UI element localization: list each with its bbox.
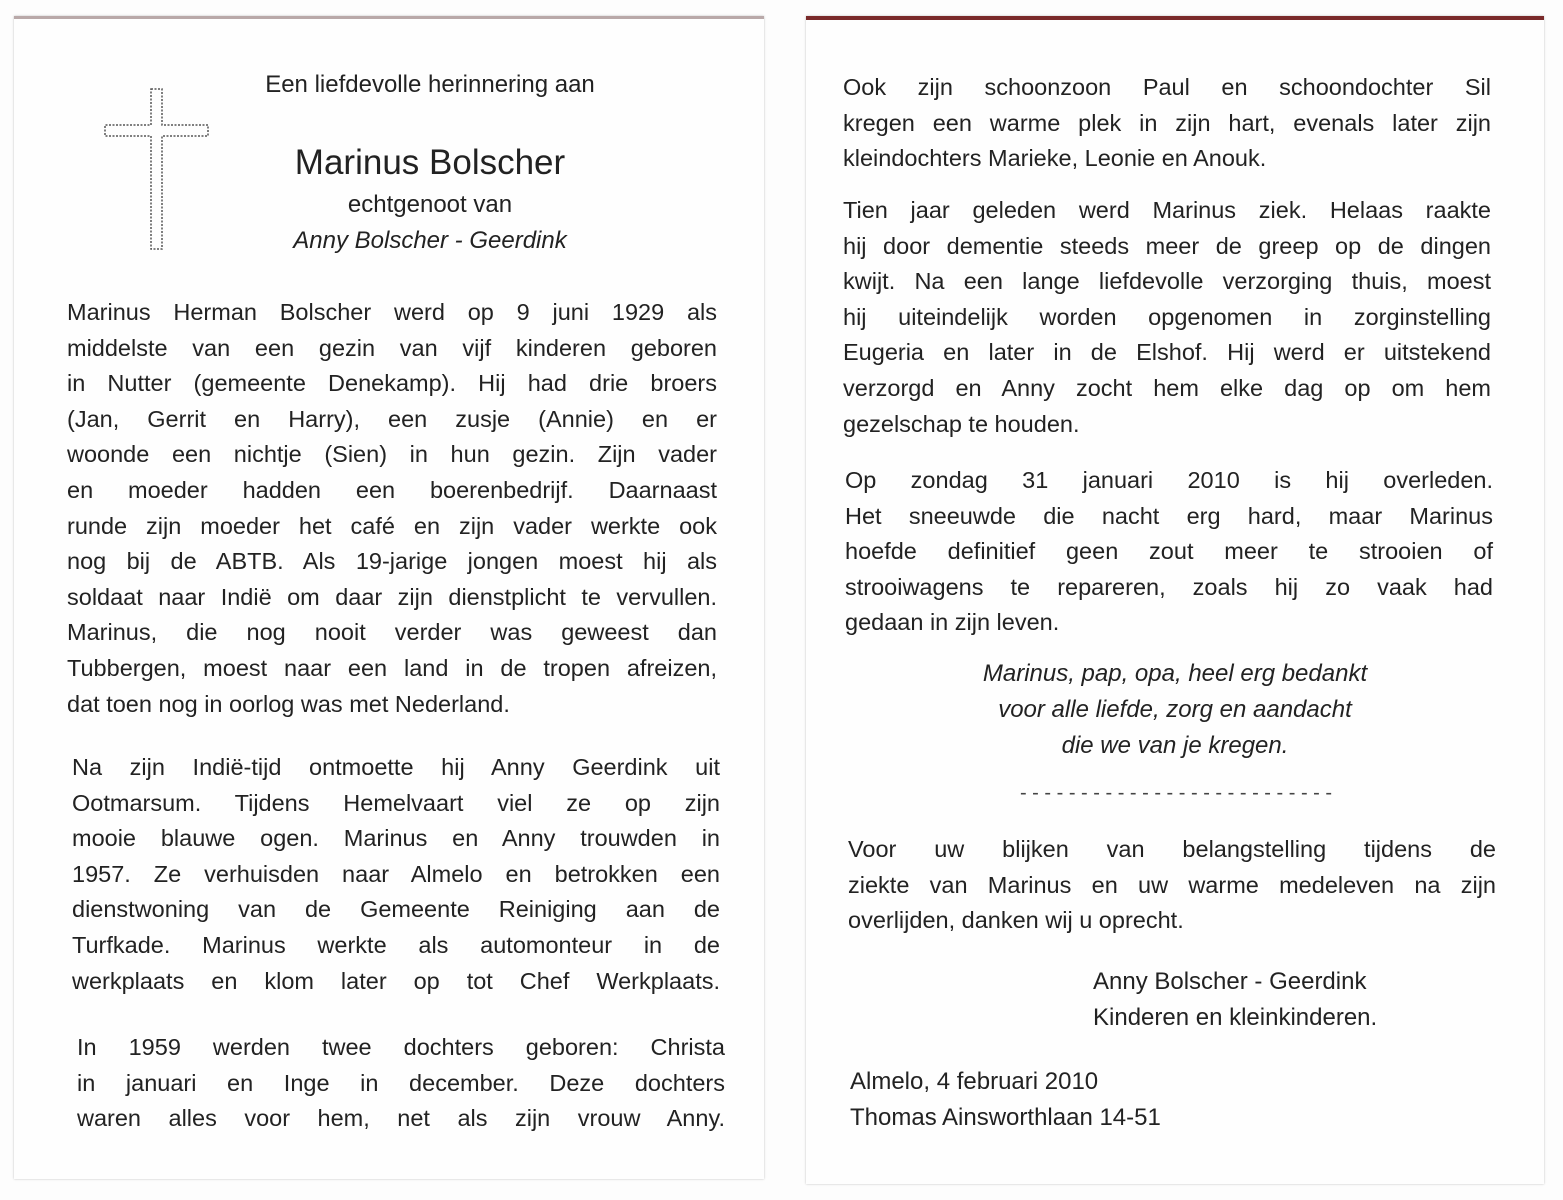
illness-paragraph <box>843 193 1491 442</box>
text-line: hij door dementie steeds meer de greep op de dingen <box>843 232 1491 259</box>
text-line: in Nutter (gemeente Denekamp). Hij had drie broers <box>67 370 717 397</box>
text-line: hij uiteindelijk worden opgenomen in zorginstelling <box>843 303 1491 330</box>
text-line: Het sneeuwde die nacht erg hard, maar Marinus <box>845 502 1493 529</box>
biography-paragraph-3 <box>77 1030 725 1137</box>
family-paragraph <box>843 70 1491 177</box>
passing-paragraph <box>845 463 1493 641</box>
text-line: mooie blauwe ogen. Marinus en Anny trouwden in <box>72 825 720 852</box>
text-line: kwijt. Na een lange liefdevolle verzorging thuis, moest <box>843 268 1491 295</box>
signature-line: Kinderen en kleinkinderen. <box>1093 1003 1378 1031</box>
deceased-name: Marinus Bolscher <box>294 143 566 182</box>
text-line: dienstwoning van de Gemeente Reiniging aan de <box>72 896 720 923</box>
relation-text: echtgenoot van <box>347 191 513 218</box>
biography-paragraph-1 <box>67 295 717 722</box>
text-line: runde zijn moeder het café en zijn vader werkte ook <box>67 512 717 539</box>
text-line: gezelschap te houden. <box>843 410 1080 437</box>
poem-line: Marinus, pap, opa, heel erg bedankt <box>982 660 1368 687</box>
text-line: middelste van een gezin van vijf kinderen geboren <box>67 334 717 361</box>
text-line: werkplaats en klom later op tot Chef Werkplaats. <box>72 967 720 994</box>
text-line: Ootmarsum. Tijdens Hemelvaart viel ze op zijn <box>72 789 720 816</box>
text-line: 1957. Ze verhuisden naar Almelo en betrokken een <box>72 860 720 887</box>
intro-text: Een liefdevolle herinnering aan <box>265 71 595 98</box>
acknowledgement-paragraph <box>848 832 1496 939</box>
text-line: kregen een warme plek in zijn hart, evenals later zijn <box>843 109 1491 136</box>
poem-line: voor alle liefde, zorg en aandacht <box>998 696 1352 723</box>
text-line: hoefde definitief geen zout meer te strooien of <box>845 538 1493 565</box>
text-line: Tien jaar geleden werd Marinus ziek. Helaas raakte <box>843 197 1491 223</box>
thanks-poem <box>806 656 1544 764</box>
text-line: Voor uw blijken van belangstelling tijdens de <box>848 836 1496 862</box>
memorial-card-right <box>806 16 1544 1184</box>
text-line: dat toen nog in oorlog was met Nederland. <box>67 690 510 717</box>
separator-line: - - - - - - - - - - - - - - - - - - - - - - - - - - <box>1019 782 1333 804</box>
text-line: Op zondag 31 januari 2010 is hij overleden. <box>845 467 1493 493</box>
text-line: in januari en Inge in december. Deze dochters <box>77 1069 725 1096</box>
signature <box>1093 964 1377 1035</box>
text-line: strooiwagens te repareren, zoals hij zo vaak had <box>845 573 1493 600</box>
text-line: Na zijn Indië-tijd ontmoette hij Anny Geerdink uit <box>72 754 720 780</box>
text-line: gedaan in zijn leven. <box>845 609 1060 636</box>
text-line: In 1959 werden twee dochters geboren: Christa <box>77 1034 725 1060</box>
place-date: Almelo, 4 februari 2010 <box>850 1068 1099 1095</box>
text-line: soldaat naar Indië om daar zijn dienstplicht te vervullen. <box>67 583 717 610</box>
text-line: nog bij de ABTB. Als 19-jarige jongen moest hij als <box>67 548 717 575</box>
text-line: overlijden, danken wij u oprecht. <box>848 907 1184 934</box>
cross-icon <box>102 87 212 252</box>
text-line: (Jan, Gerrit en Harry), een zusje (Annie) en er <box>67 405 717 432</box>
text-line: verzorgd en Anny zocht hem elke dag op om hem <box>843 374 1491 401</box>
text-line: ziekte van Marinus en uw warme medeleven na zijn <box>848 871 1496 898</box>
text-line: waren alles voor hem, net als zijn vrouw Anny. <box>77 1105 725 1132</box>
text-line: Turfkade. Marinus werkte als automonteur in de <box>72 931 720 958</box>
text-line: kleindochters Marieke, Leonie en Anouk. <box>843 145 1267 172</box>
signature-line: Anny Bolscher - Geerdink <box>1093 968 1367 995</box>
memorial-card-left <box>14 16 764 1179</box>
text-line: woonde een nichtje (Sien) in hun gezin. Zijn vader <box>67 441 717 468</box>
poem-line: die we van je kregen. <box>1061 732 1289 759</box>
text-line: Ook zijn schoonzoon Paul en schoondochter Sil <box>843 74 1491 100</box>
spouse-name: Anny Bolscher - Geerdink <box>293 227 567 254</box>
text-line: Eugeria en later in de Elshof. Hij werd er uitstekend <box>843 339 1491 366</box>
biography-paragraph-2 <box>72 750 720 999</box>
text-line: en moeder hadden een boerenbedrijf. Daarnaast <box>67 476 717 503</box>
text-line: Marinus Herman Bolscher werd op 9 juni 1929 als <box>67 299 717 325</box>
place-and-address <box>850 1064 1161 1135</box>
address: Thomas Ainsworthlaan 14-51 <box>850 1103 1161 1131</box>
text-line: Marinus, die nog nooit verder was geweest dan <box>67 619 717 646</box>
text-line: Tubbergen, moest naar een land in de tropen afreizen, <box>67 654 717 681</box>
